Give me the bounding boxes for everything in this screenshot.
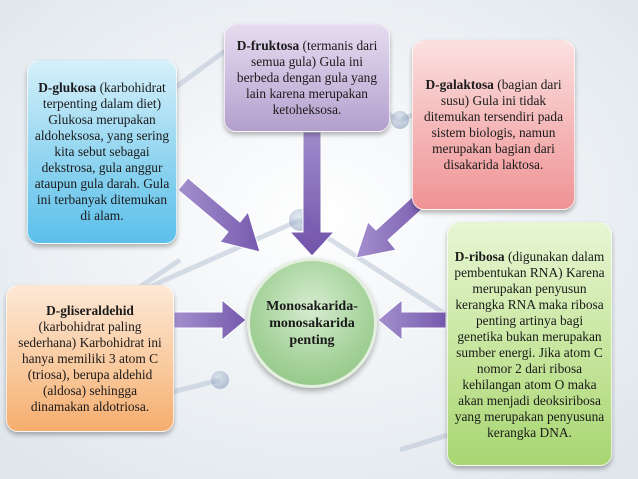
arrow-glukosa bbox=[178, 178, 260, 252]
gliseraldehid-box bbox=[6, 285, 174, 432]
glukosa-name: D-glukosa bbox=[38, 80, 97, 95]
center-label-line2: monosakarida bbox=[269, 315, 355, 331]
center-label-line1: Monosakarida- bbox=[266, 298, 358, 314]
ribosa-box bbox=[447, 222, 612, 466]
galaktosa-box bbox=[412, 40, 575, 210]
galaktosa-text: (bagian dari susu) Gula ini tidak ditemukan tersendiri pada sistem biologis, namun merupakan bagian dari disakarida laktosa. bbox=[423, 77, 564, 172]
gliseraldehid-text: (karbohidrat paling sederhana) Karbohidrat ini hanya memiliki 3 atom C (triosa), berupa aldehid (aldosa) sehingga dinamakan aldotriosa. bbox=[18, 318, 162, 414]
glukosa-text: (karbohidrat terpenting dalam diet) Glukosa merupakan aldoheksosa, yang sering kita sebut sebagai dekstrosa, gula anggur ataupun gula darah. Gula ini terbanyak ditemukan di alam. bbox=[34, 80, 170, 223]
ribosa-name: D-ribosa bbox=[454, 249, 505, 264]
ribosa-text: (digunakan dalam pembentukan RNA) Karena merupakan penyusun kerangka RNA maka ribosa penting artinya bagi genetika bukan merupakan sumber energi. Jika atom C nomor 2 dari ribosa kehilangan atom O maka akan menjadi deoksiribosa yang merupakan penyusuna kerangka DNA. bbox=[454, 249, 605, 440]
arrow-ribosa bbox=[378, 300, 446, 340]
fruktosa-name: D-fruktosa bbox=[236, 38, 300, 53]
fruktosa-box bbox=[224, 24, 390, 132]
gliseraldehid-name: D-gliseraldehid bbox=[46, 302, 134, 318]
glukosa-box bbox=[27, 60, 177, 244]
fruktosa-text: (termanis dari semua gula) Gula ini berbeda dengan gula yang lain karena merupakan ketoheksosa. bbox=[236, 38, 378, 117]
arrow-gliseraldehid bbox=[174, 300, 246, 340]
center-node bbox=[247, 258, 377, 388]
arrow-fruktosa bbox=[290, 132, 334, 256]
center-label-line3: penting bbox=[289, 332, 335, 348]
galaktosa-name: D-galaktosa bbox=[425, 77, 494, 92]
